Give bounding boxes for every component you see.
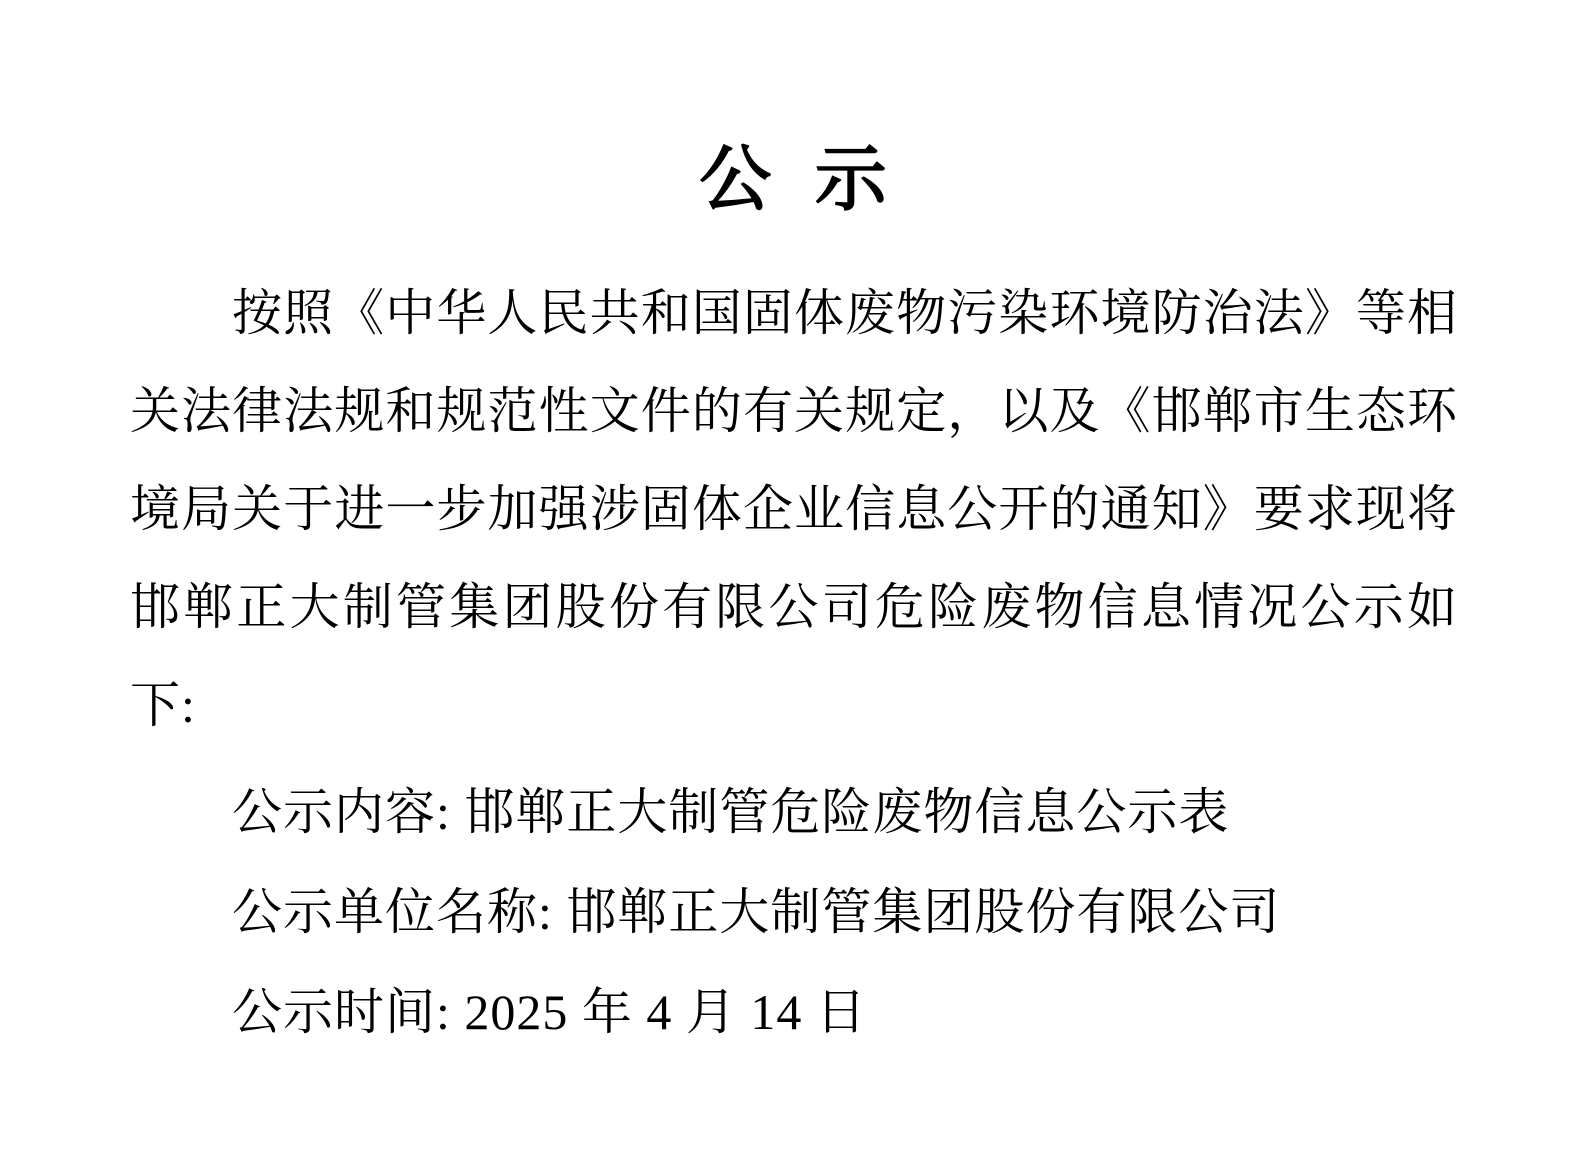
detail-line-content	[130, 762, 1458, 862]
detail-content-value: 邯郸正大制管危险废物信息公示表	[464, 784, 1230, 840]
paragraph-line-2: 关法律法规和规范性文件的有关规定，以及《邯郸市生态环	[130, 383, 1458, 439]
paragraph-line-3: 境局关于进一步加强涉固体企业信息公开的通知》要求现将	[130, 481, 1458, 537]
paragraph-line-5: 下:	[130, 677, 196, 733]
detail-line-date	[130, 962, 1458, 1062]
detail-date-value: 2025 年 4 月 14 日	[464, 984, 867, 1040]
detail-date-label: 公示时间:	[232, 984, 451, 1040]
paragraph-line-1: 按照《中华人民共和国固体废物污染环境防治法》等相	[232, 285, 1458, 341]
paragraph-line-4: 邯郸正大制管集团股份有限公司危险废物信息情况公示如	[130, 579, 1458, 635]
detail-unit-name-label: 公示单位名称:	[232, 884, 553, 940]
notice-details	[130, 762, 1458, 1062]
notice-paragraph	[130, 264, 1458, 754]
detail-unit-name-value: 邯郸正大制管集团股份有限公司	[566, 884, 1281, 940]
detail-line-unit-name	[130, 862, 1458, 962]
document-title: 公 示	[699, 140, 889, 220]
detail-content-label: 公示内容:	[232, 784, 451, 840]
